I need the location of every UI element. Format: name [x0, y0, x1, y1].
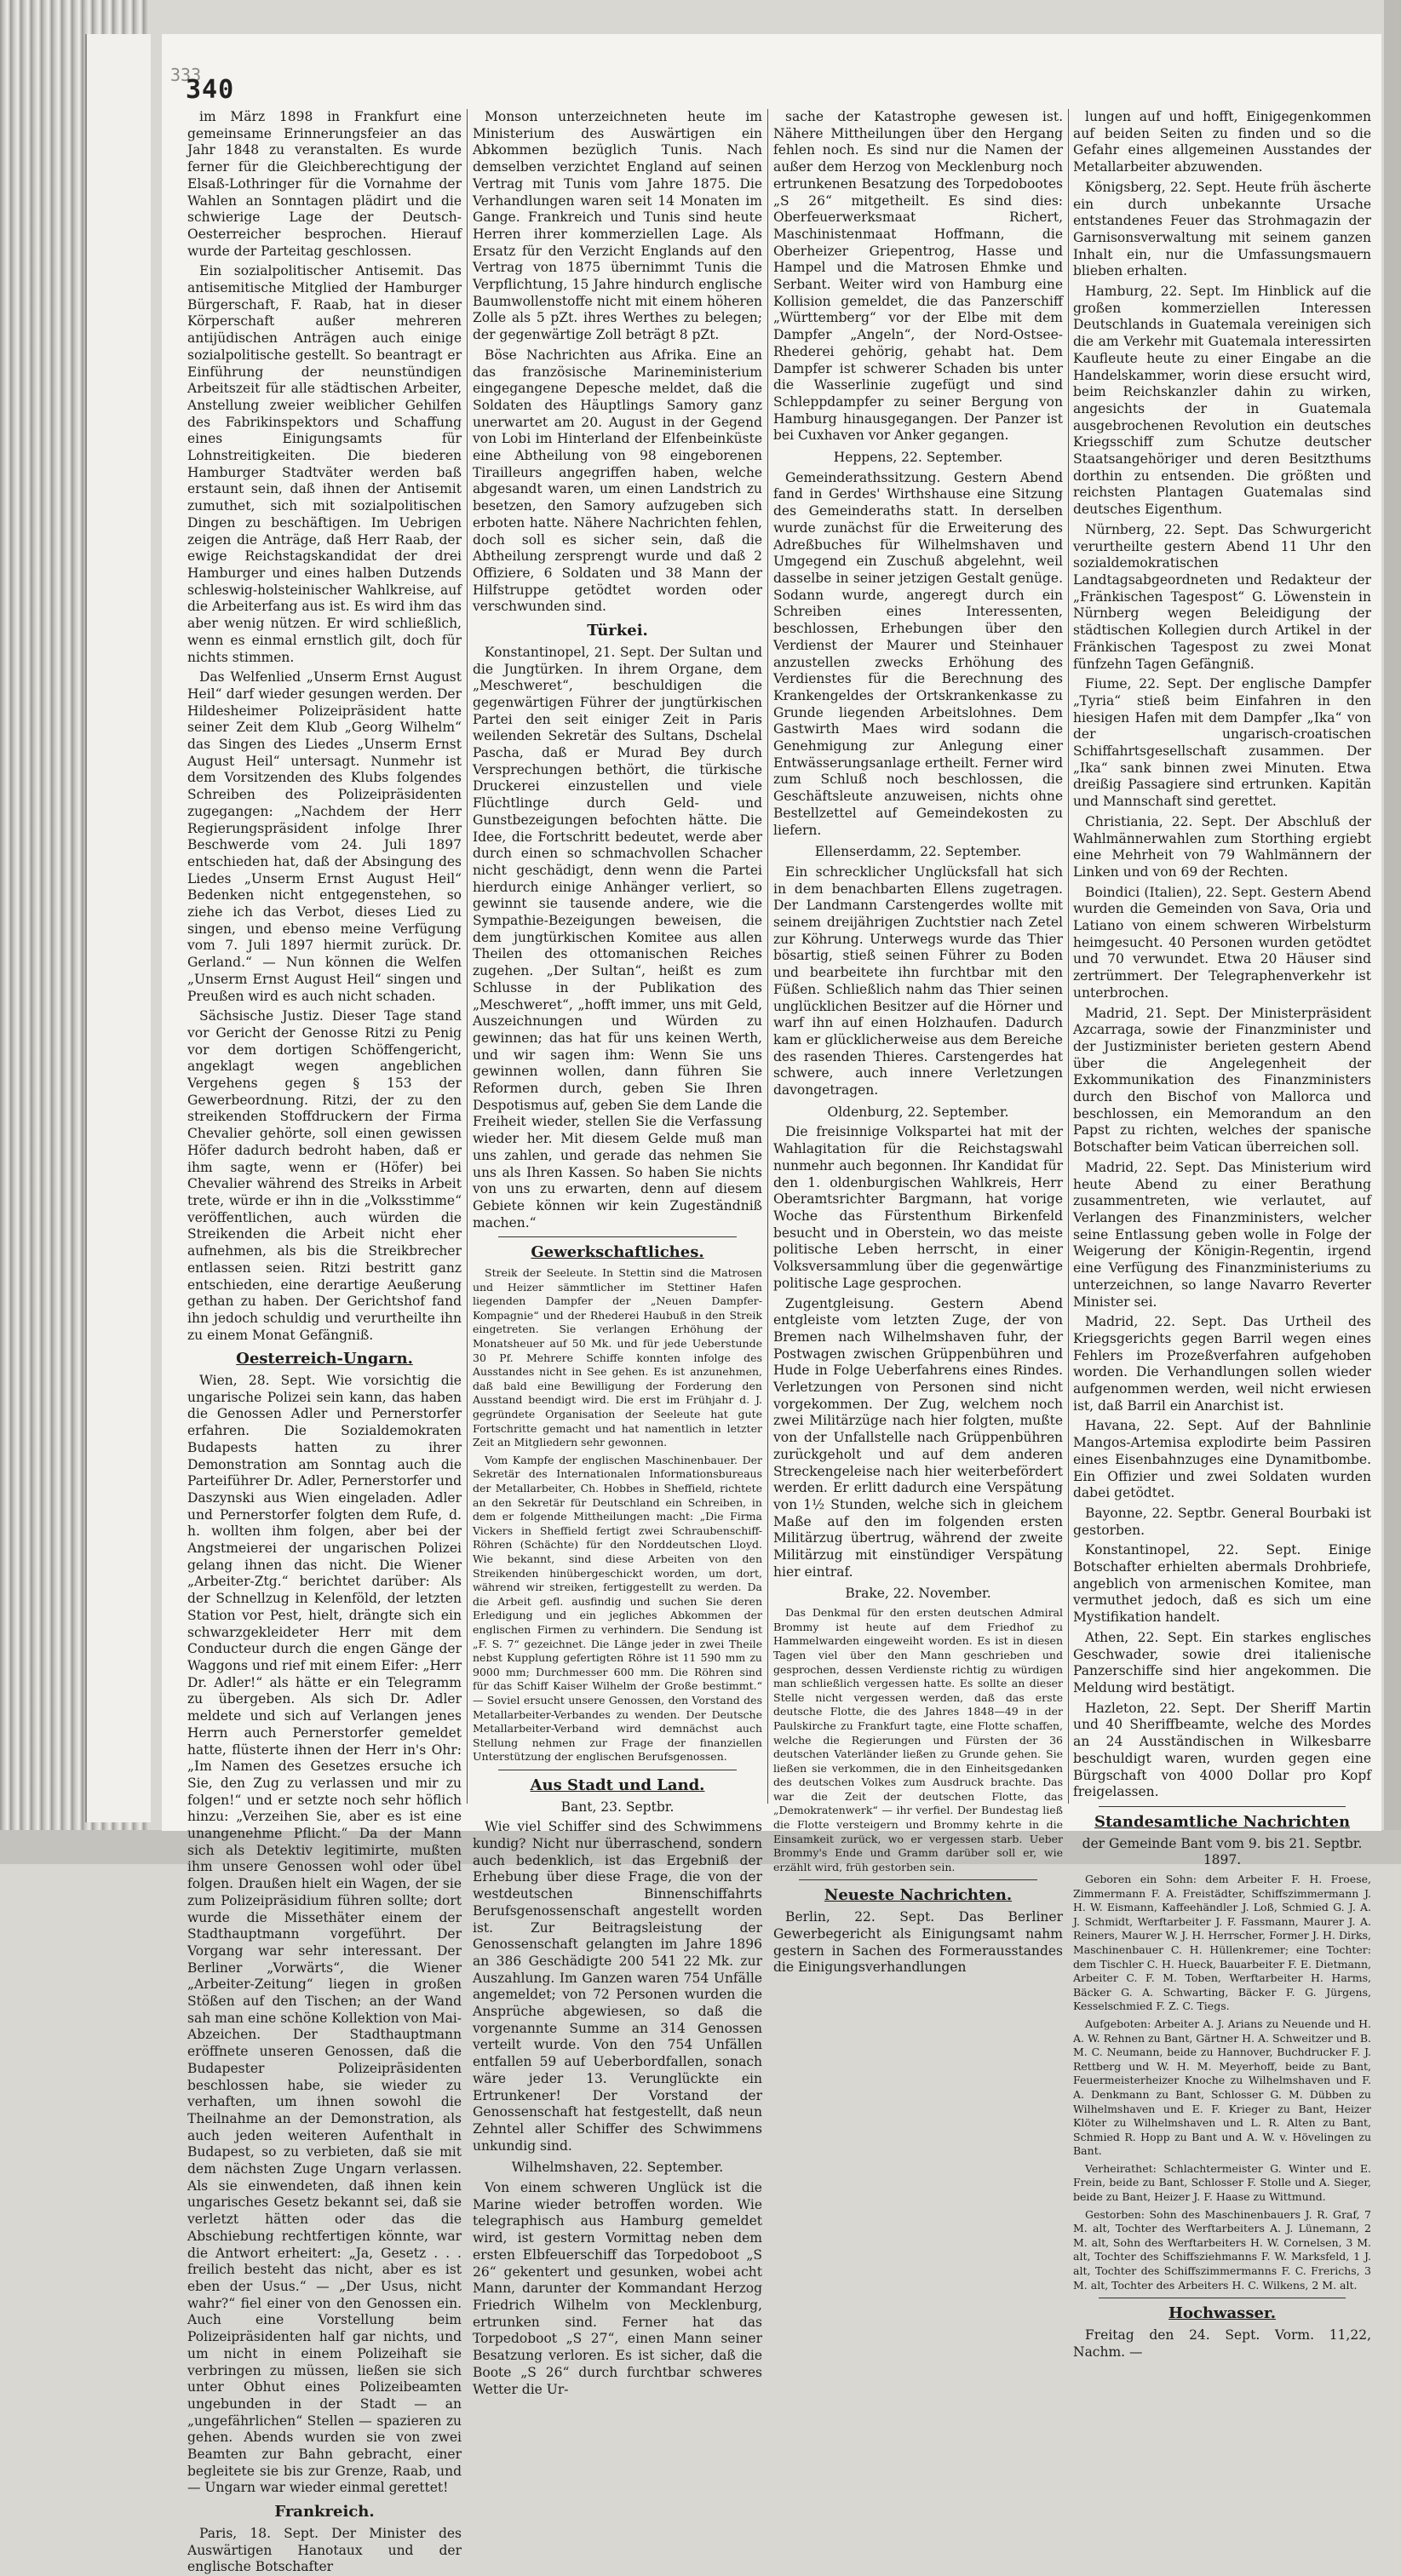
- dateline: Bant, 23. Septbr.: [560, 1799, 675, 1815]
- section-heading: Gewerkschaftliches.: [531, 1243, 704, 1262]
- article-paragraph: Das Denkmal für den ersten deutschen Admiral Brommy ist heute auf dem Friedhof zu Hammelwarden eingeweiht worden. Es ist in diesen Tagen viel über den Mann geschrieben und gesprochen, dessen Verdienste richtig zu würdigen man schließlich vergessen hatte. Es sollte an dieser Stelle nicht vergessen werden, daß das erste deutsche Flotte, die des Jahres 1848—49 in der Paulskirche zu Frankfurt tagte, eine Flotte schaffen, welche die Regierungen und Fürsten der 36 deutschen Vaterländer ließen zu Grunde gehen. Sie ließen sie verkommen, die in den Einheitsgedanken des deutschen Volkes zum Ausdruck brachte. Das war die Zeit der deutschen Flotte, das „Demokratenwerk“ — ihr verfiel. Der Bundestag ließ die Flotte versteigern und Brommy kehrte in die Einsamkeit zurück, wo er vergessen starb. Ueber Brommy's Ende und Gramm darüber soll er, wie erzählt wird, früh gestorben sein.: [773, 1606, 1063, 1873]
- article-paragraph: Madrid, 22. Sept. Das Urtheil des Kriegsgerichts gegen Barril wegen eines Fehlers im Prozeßverfahren aufgehoben worden. Die Verhandlungen sollen wieder aufgenommen werden, weil nicht erwiesen ist, daß Barril ein Anarchist ist.: [1073, 1314, 1371, 1414]
- register-entry: Aufgeboten: Arbeiter A. J. Arians zu Neuende und H. A. W. Rehnen zu Bant, Gärtner H. A. Schweitzer und B. M. C. Neumann, beide zu Hannover, Buchdrucker F. J. Rettberg und W. H. M. Meyerhoff, beide zu Bant, Feuermeisterheizer Knoche zu Wilhelmshaven und F. A. Denkmann zu Bant, Schlosser G. M. Dübben zu Wilhelmshaven und E. F. Krieger zu Bant, Heizer Klöter zu Wilhelmshaven und L. R. Alten zu Bant, Schmied R. Hopp zu Bant und A. W. v. Hövelingen zu Bant.: [1073, 2017, 1371, 2158]
- article-paragraph: Zugentgleisung. Gestern Abend entgleiste vom letzten Zuge, der von Bremen nach Wilhelmshaven fuhr, der Postwagen zwischen Grüppenbühren und Hude in Folge Ueberfahrens eines Rindes. Verletzungen von Personen sind nicht vorgekommen. Der Zug, welchem noch zwei Militärzüge nach hier folgten, mußte von der Unfallstelle nach Grüppenbühren zurückgeholt und auf dem anderen Streckengeleise nach hier weiterbefördert werden. Er erlitt dadurch eine Verspätung von 1½ Stunden, welche sich in gleichem Maße auf den im folgenden ersten Militärzug übertrug, während der zweite Militärzug mit einstündiger Verspätung hier eintraf.: [773, 1295, 1063, 1580]
- right-page-edge: [1384, 0, 1401, 1864]
- article-paragraph: Konstantinopel, 22. Sept. Einige Botschafter erhielten abermals Drohbriefe, angeblich von armenischen Komitee, man vermuthet jedoch, daß es sich um eine Mystifikation handelt.: [1073, 1542, 1371, 1626]
- article-paragraph: Nürnberg, 22. Sept. Das Schwurgericht verurtheilte gestern Abend 11 Uhr den sozialdemokratischen Landtagsabgeordneten und Redakteur der „Fränkischen Tagespost“ G. Löwenstein in Nürnberg wegen Beleidigung der städtischen Kollegien durch Artikel in der Fränkischen Tagespost zu zwei Monat fünfzehn Tagen Gefängniß.: [1073, 521, 1371, 672]
- article-paragraph: Wien, 28. Sept. Wie vorsichtig die ungarische Polizei sein kann, das haben die Genossen Adler und Pernerstorfer erfahren. Die Sozialdemokraten Budapests hatten zu ihrer Demonstration am Sonntag auch die Parteiführer Dr. Adler, Pernerstorfer und Daszynski aus Wien eingeladen. Adler und Pernerstorfer folgten dem Rufe, d. h. wollten ihm folgen, aber bei der Angstmeierei der ungarischen Polizei gelang ihnen das nicht. Die Wiener „Arbeiter-Ztg.“ berichtet darüber: Als der Schnellzug in Kelenföld, der letzten Station vor Pest, hielt, drängte sich ein schwarzgekleideter Herr mit dem Conducteur durch die engen Gänge der Waggons und rief mit einem Eifer: „Herr Dr. Adler!“ als hätte er ein Telegramm zu übergeben. Als sich Dr. Adler meldete und sich auf Verlangen jenes Herrn auch Pernerstorfer gemeldet hatte, flüsterte ihnen der Herr in's Ohr: „Im Namen des Gesetzes ersuche ich Sie, den Zug zu verlassen und mir zu folgen!“ und er setzte noch sehr höflich hinzu: „Verzeihen Sie, aber es ist eine unangenehme Pflicht.“ Da der Mann sich als Detektiv legitimirte, mußten ihm unsere Genossen wohl oder übel folgen. Draußen hielt ein Wagen, der sie zum Polizeipräsidium führen sollte; dort wurde die Missethäter einem der Stadthauptmann vorgeführt. Der Vorgang war sehr interessant. Der Berliner „Vorwärts“, die Wiener „Arbeiter-Zeitung“ liegen in großen Stößen auf den Tischen; an der Wand sah man eine schöne Kollektion von Mai-Abzeichen. Der Stadthauptmann eröffnete unseren Genossen, daß die Budapester Polizeipräsidenten beschlossen habe, sie wieder zu verhaften, um ihnen sowohl die Theilnahme an der Demonstration, als auch jeden weiteren Aufenthalt in Budapest, so zu verbieten, daß sie mit dem nächsten Zuge Ungarn verlassen. Als sie einwendeten, daß ihnen kein ungarisches Gesetz bekannt sei, daß sie verletzt hätten oder das die Abschiebung rechtfertigen könnte, war die Antwort erheitert: „Ja, Gesetz . . . freilich besteht das nicht, aber es ist eben der Usus.“ — „Der Usus, nicht wahr?“ fiel einer von den Genossen ein. Auch eine Vorstellung beim Polizeipräsidenten half gar nichts, und um nicht in einem Polizeihaft sie verbringen zu müssen, ließen sie sich unter Obhut eines Polizeibeamten ungebunden in der Stadt — an „ungefährlichen“ Stellen — spazieren zu gehen. Abends wurden sie von zwei Beamten zur Bahn gebracht, einer begleitete sie bis zur Grenze, Raab, und — Ungarn war wieder einmal gerettet!: [187, 1373, 462, 2496]
- article-paragraph: Hazleton, 22. Sept. Der Sheriff Martin und 40 Sheriffbeamte, welche des Mordes an 24 Ausständischen in Wilkesbarre beschuldigt waren, wurden gegen eine Bürgschaft von 4000 Dollar pro Kopf freigelassen.: [1073, 1700, 1371, 1800]
- column-3: [773, 109, 1063, 1976]
- column-2: [473, 109, 762, 2397]
- article-paragraph: Ein sozialpolitischer Antisemit. Das antisemitische Mitglied der Hamburger Bürgerschaft, F. Raab, hat in dieser Körperschaft außer mehreren antijüdischen Anträgen auch einige sozialpolitische gestellt. So beantragt er Einführung der neunstündigen Arbeitszeit für alle städtischen Arbeiter, Anstellung zweier weiblicher Gehilfen des Fabrikinspektors und Schaffung eines Einigungsamts für Lohnstreitigkeiten. Die biederen Hamburger Stadtväter werden baß erstaunt sein, daß ihnen der Antisemit zumuthet, sich mit sozialpolitischen Dingen zu beschäftigen. Im Uebrigen zeigen die Anträge, daß Herr Raab, der ewige Reichstagskandidat der drei Hamburger und eines halben Dutzends schleswig-holsteinischer Wahlkreise, auf die Arbeiterfang aus ist. Es wird ihm das aber wenig nützen. Er wird schließlich, wenn es einmal ernstlich gilt, doch für nichts stimmen.: [187, 263, 462, 665]
- article-paragraph: Madrid, 21. Sept. Der Ministerpräsident Azcarraga, sowie der Finanzminister und der Justizminister berieten gestern Abend über die Angelegenheit der Exkommunikation des Finanzministers durch den Bischof von Mallorca und beschlossen, ein Memorandum an den Papst zu richten, welches der spanische Botschafter beim Vatican überreichen soll.: [1073, 1005, 1371, 1156]
- dateline: Ellenserdamm, 22. September.: [814, 844, 1022, 860]
- divider: [1099, 1806, 1346, 1807]
- article-paragraph: sache der Katastrophe gewesen ist. Nähere Mittheilungen über den Hergang fehlen noch. Es sind nur die Namen der außer dem Herzog von Mecklenburg noch ertrunkenen Besatzung des Torpedobootes „S 26“ mitgetheilt. Es sind dies: Oberfeuerwerksmaat Richert, Maschinistenmaat Hoffmann, die Oberheizer Griepentrog, Hasse und Hampel und die Matrosen Ehmke und Serbant. Weiter wird von Hamburg eine Kollision gemeldet, die das Panzerschiff „Württemberg“ vor der Elbe mit dem Dampfer „Angeln“, der Nord-Ostsee-Rhederei gehörig, gehabt hat. Dem Dampfer ist schwerer Schaden bis unter die Wasserlinie zugefügt und sind Schleppdampfer zu seiner Bergung von Hamburg hinausgegangen. Der Panzer ist bei Cuxhaven vor Anker gegangen.: [773, 109, 1063, 444]
- dateline: Wilhelmshaven, 22. September.: [511, 2160, 724, 2176]
- section-heading: Standesamtliche Nachrichten: [1094, 1812, 1351, 1831]
- archive-stamp: 333: [170, 65, 202, 85]
- dateline: der Gemeinde Bant vom 9. bis 21. Septbr. 1897.: [1082, 1835, 1363, 1868]
- section-heading: Aus Stadt und Land.: [530, 1776, 705, 1794]
- column-rule: [467, 109, 468, 1804]
- article-paragraph: Freitag den 24. Sept. Vorm. 11,22, Nachm. —: [1073, 2326, 1371, 2360]
- article-paragraph: Königsberg, 22. Sept. Heute früh äscherte ein durch unbekannte Ursache entstandenes Feuer das Strohmagazin der Garnisonsverwaltung mit seinem ganzen Inhalt ein, nur die Umfassungsmauern blieben erhalten.: [1073, 179, 1371, 279]
- article-paragraph: Konstantinopel, 21. Sept. Der Sultan und die Jungtürken. In ihrem Organe, dem „Meschweret“, beschuldigen die gegenwärtigen Führer der jungtürkischen Partei den seit einiger Zeit in Paris weilenden Sekretär des Sultans, Dschelal Pascha, daß er Murad Bey durch Versprechungen bethört, die türkische Druckerei einzustellen und viele Flüchtlinge durch Geld- und Gunstbezeigungen befochten hätte. Die Idee, die Fortschritt bedeutet, werde aber durch einen so schmachvollen Schacher nicht geschädigt, denn wenn die Partei hierdurch einige Anhänger verliert, so gewinnt sie tausende andere, wie die Sympathie-Bezeigungen beweisen, die dem jungtürkischen Komitee aus allen Theilen des ottomanischen Reiches zugehen. „Der Sultan“, heißt es zum Schlusse in der Publikation des „Meschweret“, „hofft immer, uns mit Geld, Auszeichnungen und Würden zu gewinnen; das hat für uns keinen Werth, und wir sagen ihm: Wenn Sie uns gewinnen wollen, dann führen Sie Reformen durch, geben Sie Ihren Despotismus auf, geben Sie dem Lande die Freiheit wieder, stellen Sie die Verfassung wieder her. Mit diesem Gelde muß man uns zahlen, und gerade das nehmen Sie uns als Ihren Kassen. So haben Sie nichts von uns zu erwarten, denn auf diesem Gebiete können wir kein Zugeständniß machen.“: [473, 644, 762, 1231]
- register-entry: Verheirathet: Schlachtermeister G. Winter und E. Frein, beide zu Bant, Schlosser F. Stolle und A. Sieger, beide zu Bant, Heizer J. F. Haase zu Wittmund.: [1073, 2161, 1371, 2204]
- section-heading: Türkei.: [587, 622, 648, 640]
- article-paragraph: Hamburg, 22. Sept. Im Hinblick auf die großen kommerziellen Interessen Deutschlands in Guatemala vereinigen sich die am Verkehr mit Guatemala interessirten Kaufleute heute zu einer Eingabe an die Handelskammer, worin diese ersucht wird, beim Reichskanzler dahin zu wirken, angesichts der in Guatemala ausgebrochenen Revolution ein deutsches Kriegsschiff zum Schutze deutscher Staatsangehöriger und deren Besitzthums dorthin zu entsenden. Die größten und reichsten Plantagen Guatemalas sind deutsches Eigenthum.: [1073, 284, 1371, 518]
- article-paragraph: Bayonne, 22. Septbr. General Bourbaki ist gestorben.: [1073, 1505, 1371, 1538]
- columns: [187, 109, 1371, 2575]
- page-number: 340: [186, 75, 235, 105]
- article-paragraph: Havana, 22. Sept. Auf der Bahnlinie Mangos-Artemisa explodirte beim Passiren eines Eisenbahnzuges eine Dynamitbombe. Ein Offizier und zwei Soldaten wurden dabei getödtet.: [1073, 1418, 1371, 1501]
- column-4: [1073, 109, 1371, 2360]
- section-heading: Oesterreich-Ungarn.: [236, 1350, 413, 1368]
- article-paragraph: Monson unterzeichneten heute im Ministerium des Auswärtigen ein Abkommen bezüglich Tunis. Nach demselben verzichtet England auf seinen Vertrag mit Tunis vom Jahre 1875. Die Verhandlungen waren seit 14 Monaten im Gange. Frankreich und Tunis sind heute Herren ihrer kommerziellen Lage. Als Ersatz für den Verzicht Englands auf den Vertrag von 1875 übernimmt Tunis die Verpflichtung, 15 Jahre hindurch englische Baumwollenstoffe nicht mit einem höheren Zolle als 5 pZt. ihres Werthes zu belegen; der gegenwärtige Zoll beträgt 8 pZt.: [473, 109, 762, 343]
- article-paragraph: lungen auf und hofft, Einigegenkommen auf beiden Seiten zu finden und so die Gefahr eines allgemeinen Ausstandes der Metallarbeiter abzuwenden.: [1073, 109, 1371, 175]
- register-entry: Geboren ein Sohn: dem Arbeiter F. H. Froese, Zimmermann F. A. Freistädter, Schiffszimmermann J. H. W. Eismann, Kaffeehändler J. Loß, Schmied G. J. A. J. Schmidt, Werftarbeiter J. F. Fassmann, Maurer J. A. Reiners, Maurer W. J. H. Herrscher, Former J. H. Dirks, Maschinenbauer C. H. Hüllenkremer; eine Tochter: dem Tischler C. H. Hueck, Bauarbeiter F. E. Dietmann, Arbeiter C. F. M. Toben, Werftarbeiter H. Harms, Bäcker G. A. Schwarting, Bäcker F. G. Jürgens, Kesselschmied F. Z. C. Tiegs.: [1073, 1873, 1371, 2013]
- article-paragraph: Paris, 18. Sept. Der Minister des Auswärtigen Hanotaux und der englische Botschafter: [187, 2525, 462, 2575]
- article-paragraph: Gemeinderathssitzung. Gestern Abend fand in Gerdes' Wirthshause eine Sitzung des Gemeinderaths statt. In derselben wurde zunächst für die Erweiterung des Adreßbuches für Wilhelmshaven und Umgegend ein Zuschuß abgelehnt, weil dasselbe in seiner jetzigen Gestalt genüge. Sodann wurde, angeregt durch ein Schreiben eines Interessenten, beschlossen, Erhebungen über den Verdienst der Maurer und Steinhauer anzustellen zwecks Erhöhung des Verdienstes für die Berechnung des Krankengeldes der Ortskrankenkasse zu Grunde liegenden Arbeitslohnes. Dem Gastwirth Maes wird sodann die Genehmigung zur Anlegung einer Entwässerungsanlage ertheilt. Ferner wird zum Schluß noch beschlossen, die Geschäftsleute anzuweisen, nichts ohne Bestellzettel auf Gemeindekosten zu liefern.: [773, 469, 1063, 838]
- newspaper-page: [162, 34, 1381, 2575]
- divider: [498, 1236, 737, 1237]
- article-paragraph: Sächsische Justiz. Dieser Tage stand vor Gericht der Genosse Ritzi zu Penig vor dem dortigen Schöffengericht, angeklagt wegen angeblichen Vergehens gegen § 153 der Gewerbeordnung. Ritzi, der zu den streikenden Stoffdruckern der Firma Chevalier gehörte, soll einen gewissen Höfer dadurch bedroht haben, daß er ihm sagte, wenn er (Höfer) bei Chevalier während des Streiks in Arbeit trete, würde er ihn in die „Volksstimme“ veröffentlichen, auch würden die Streikenden die Arbeit nicht eher aufnehmen, als bis die Streikbrecher entlassen seien. Ritzi bestritt ganz entschieden, eine derartige Aeußerung gethan zu haben. Der Gerichtshof fand ihn jedoch schuldig und verurtheilte ihn zu einem Monat Gefängniß.: [187, 1008, 462, 1343]
- binding-strip: [85, 34, 151, 1822]
- divider: [799, 1879, 1037, 1880]
- dateline: Heppens, 22. September.: [833, 450, 1003, 466]
- dateline: Brake, 22. November.: [845, 1586, 991, 1602]
- article-paragraph: im März 1898 in Frankfurt eine gemeinsame Erinnerungsfeier an das Jahr 1848 zu veranstalten. Es wurde ferner für die Gleichberechtigung der Elsaß-Lothringer für die Vornahme der Wahlen an Sonntagen plädirt und die schwierige Lage der Deutsch-Oesterreicher besprochen. Hierauf wurde der Parteitag geschlossen.: [187, 109, 462, 259]
- section-heading: Neueste Nachrichten.: [824, 1886, 1013, 1905]
- article-paragraph: Athen, 22. Sept. Ein starkes englisches Geschwader, sowie drei italienische Panzerschiffe sind hier angekommen. Die Meldung wird bestätigt.: [1073, 1629, 1371, 1695]
- article-paragraph: Fiume, 22. Sept. Der englische Dampfer „Tyria“ stieß beim Einfahren in den hiesigen Hafen mit dem Dampfer „Ika“ von der ungarisch-croatischen Schiffahrtsgesellschaft zusammen. Der „Ika“ sank binnen zwei Minuten. Etwa dreißig Passagiere sind ertrunken. Kapitän und Mannschaft sind gerettet.: [1073, 676, 1371, 810]
- column-rule: [767, 109, 768, 1804]
- article-paragraph: Berlin, 22. Sept. Das Berliner Gewerbegericht als Einigungsamt nahm gestern in Sachen des Formerausstandes die Einigungsverhandlungen: [773, 1909, 1063, 1976]
- column-rule: [1068, 109, 1069, 1804]
- dateline: Oldenburg, 22. September.: [827, 1104, 1009, 1120]
- article-paragraph: Die freisinnige Volkspartei hat mit der Wahlagitation für die Reichstagswahl nunmehr auch begonnen. Ihr Kandidat für den 1. oldenburgischen Wahlkreis, Herr Oberamtsrichter Bargmann, hat vorige Woche das Fürstenthum Birkenfeld besucht und in Oberstein, wo das meiste politische Leben herrscht, in einer Volksversammlung über die gegenwärtige politische Lage gesprochen.: [773, 1124, 1063, 1291]
- article-paragraph: Böse Nachrichten aus Afrika. Eine an das französische Marineministerium eingegangene Depesche meldet, daß die Soldaten des Häuptlings Samory ganz unerwartet am 20. August in der Gegend von Lobi im Hinterland der Elfenbeinküste eine Abtheilung von 98 eingeborenen Tirailleurs angegriffen haben, welche abgesandt waren, um einen Landstrich zu besetzen, den Samory aufzugeben sich erboten hatte. Nähere Nachrichten fehlen, doch soll es sicher sein, daß die Abtheilung zersprengt wurde und daß 2 Offiziere, 6 Soldaten und 38 Mann der Hilfstruppe getödtet worden oder verschwunden sind.: [473, 347, 762, 615]
- column-1: [187, 109, 462, 2575]
- article-paragraph: Madrid, 22. Sept. Das Ministerium wird heute Abend zu einer Berathung zusammentreten, wie verlautet, auf Verlangen des Finanzministers, welcher seine Entlassung geben wolle in Folge der Weigerung der Königin-Regentin, irgend eine Verfügung des Finanzministeriums zu unterzeichnen, so lange Navarro Reverter Minister sei.: [1073, 1159, 1371, 1310]
- book-binding-edge: [0, 0, 149, 1864]
- register-entry: Gestorben: Sohn des Maschinenbauers J. R. Graf, 7 M. alt, Tochter des Werftarbeiters A. J. Lünemann, 2 M. alt, Sohn des Werftarbeiters H. W. Cornelsen, 3 M. alt, Tochter des Schiffsziehmanns F. W. Marksfeld, 1 J. alt, Tochter des Schiffszimmermanns F. C. Frerichs, 3 M. alt, Tochter des Arbeiters H. C. Wilkens, 2 M. alt.: [1073, 2207, 1371, 2292]
- article-paragraph: Boindici (Italien), 22. Sept. Gestern Abend wurden die Gemeinden von Sava, Oria und Latiano von einem schweren Wirbelsturm heimgesucht. 40 Personen wurden getödtet und 70 verwundet. Etwa 20 Häuser sind zertrümmert. Der Telegraphenverkehr ist unterbrochen.: [1073, 884, 1371, 1001]
- article-paragraph: Streik der Seeleute. In Stettin sind die Matrosen und Heizer sämmtlicher im Stettiner Hafen liegenden Dampfer der „Neuen Dampfer-Kompagnie“ und der Rhederei Haubuß in den Streik eingetreten. Sie verlangen Erhöhung der Monatsheuer auf 50 Mk. und für jede Ueberstunde 30 Pf. Mehrere Schiffe konnten infolge des Ausstandes nicht in See gehen. Es ist anzunehmen, daß bald eine Bewilligung der Forderung den Ausstand beendigt wird. Die erst im Frühjahr d. J. gegründete Organisation der Seeleute hat gute Fortschritte gemacht und hat namentlich in letzter Zeit an Mitgliedern sehr gewonnen.: [473, 1266, 762, 1449]
- article-paragraph: Vom Kampfe der englischen Maschinenbauer. Der Sekretär des Internationalen Informationsbureaus der Metallarbeiter, Ch. Hobbes in Sheffield, richtete an den Sekretär für Deutschland ein Schreiben, in dem er folgende Mittheilungen macht: „Die Firma Vickers in Sheffield fertigt zwei Schraubenschiff-Röhren (Schächte) für den Norddeutschen Lloyd. Wie bekannt, sind diese Arbeiten von den Streikenden hinübergeschickt worden, um dort, während wir streiken, fertiggestellt zu werden. Da die Arbeit gefl. ausfindig und suchen Sie deren Erledigung und ein jegliches Abkommen der englischen Firmen zu verhindern. Die Sendung ist „F. S. 7“ gezeichnet. Die Länge jeder in zwei Theile nebst Kupplung gefertigten Röhre ist 11 590 mm zu 9000 mm; Durchmesser 600 mm. Die Röhren sind für das Schiff Kaiser Wilhelm der Große bestimmt.“ — Soviel ersucht unsere Genossen, den Vorstand des Metallarbeiter-Verbandes zu wenden. Der Deutsche Metallarbeiter-Verband wird demnächst auch Stellung nehmen zur Frage der finanziellen Unterstützung der englischen Berufsgenossen.: [473, 1453, 762, 1764]
- article-paragraph: Ein schrecklicher Unglücksfall hat sich in dem benachbarten Ellens zugetragen. Der Landmann Carstengerdes wollte mit seinem dreijährigen Zuchtstier nach Zetel zur Köhrung. Unterwegs wurde das Thier bösartig, stieß seinen Führer zu Boden und bearbeitete ihn furchtbar mit den Füßen. Schließlich nahm das Thier seinen unglücklichen Besitzer auf die Hörner und warf ihn auf einen Holzhaufen. Dadurch kam er glücklicherweise aus dem Bereiche des rasenden Thieres. Carstengerdes hat schwere, auch innere Verletzungen davongetragen.: [773, 863, 1063, 1099]
- article-paragraph: Von einem schweren Unglück ist die Marine wieder betroffen worden. Wie telegraphisch aus Hamburg gemeldet wird, ist gestern Vormittag neben dem ersten Elbfeuerschiff das Torpedoboot „S 26“ gekentert und gesunken, wobei acht Mann, darunter der Kommandant Herzog Friedrich Wilhelm von Mecklenburg, ertrunken sind. Ferner hat das Torpedoboot „S 27“, einen Mann seiner Besatzung verloren. Es ist sicher, daß die Boote „S 26“ durch furchtbar schweres Wetter die Ur-: [473, 2180, 762, 2397]
- article-paragraph: Christiania, 22. Sept. Der Abschluß der Wahlmännerwahlen zum Storthing ergiebt eine Mehrheit von 79 Wahlmännern der Linken und von 69 der Rechten.: [1073, 813, 1371, 880]
- article-paragraph: Wie viel Schiffer sind des Schwimmens kundig? Nicht nur überraschend, sondern auch bedenklich, ist das Ergebniß der Erhebung über diese Frage, die von der westdeutschen Binnenschiffahrts Berufsgenossenschaft angestellt worden ist. Zur Beitragsleistung der Genossenschaft gelangten im Jahre 1896 an 386 Geschädigte 200 541 22 Mk. zur Auszahlung. Im Ganzen waren 754 Unfälle angemeldet; von 72 Personen wurden die Ansprüche abgewiesen, so daß die vorgenannte Summe an 314 Genossen verteilt wurde. Von den 754 Unfällen entfallen 59 auf Ueberbordfallen, sonach wäre jeder 13. Verunglückte ein Ertrunkener! Der Vorstand der Genossenschaft hat festgestellt, daß neun Zehntel aller Schiffer des Schwimmens unkundig sind.: [473, 1819, 762, 2154]
- article-paragraph: Das Welfenlied „Unserm Ernst August Heil“ darf wieder gesungen werden. Der Hildesheimer Polizeipräsident hatte seiner Zeit dem Klub „Georg Wilhelm“ das Singen des Liedes „Unserm Ernst August Heil“ untersagt. Nunmehr ist dem Vorsitzenden des Klubs folgendes Schreiben des Polizeipräsidenten zugegangen: „Nachdem der Herr Regierungspräsident infolge Ihrer Beschwerde vom 24. Juli 1897 entschieden hat, daß der Absingung des Liedes „Unserm Ernst August Heil“ Bedenken nicht entgegenstehen, so ziehe ich das Verbot, dieses Lied zu singen, und ebenso meine Verfügung vom 7. Juli 1897 hiermit zurück. Dr. Gerland.“ — Nun können die Welfen „Unserm Ernst August Heil“ singen und Preußen wird es auch nicht schaden.: [187, 669, 462, 1004]
- section-heading: Hochwasser.: [1168, 2304, 1277, 2323]
- section-heading: Frankreich.: [274, 2503, 375, 2521]
